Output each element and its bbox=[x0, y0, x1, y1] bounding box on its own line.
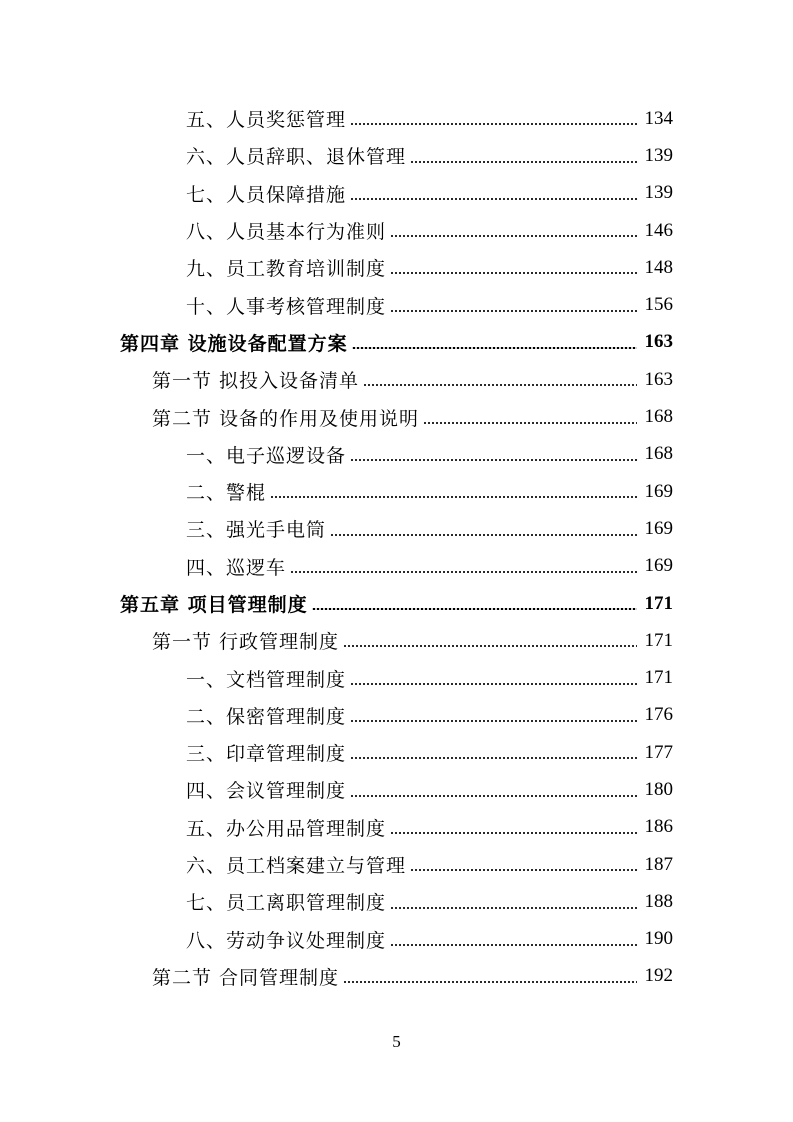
toc-subsection-entry bbox=[0, 734, 793, 771]
toc-subsection-entry bbox=[0, 137, 793, 174]
toc-entry-page-number: 168 bbox=[644, 406, 673, 428]
toc-entry-page-number: 171 bbox=[644, 667, 673, 689]
toc-dot-leader bbox=[350, 683, 637, 685]
toc-subsection-entry bbox=[0, 809, 793, 846]
toc-subsection-entry bbox=[0, 697, 793, 734]
toc-entry-page-number: 134 bbox=[644, 107, 673, 129]
toc-entry-page-number: 187 bbox=[644, 853, 673, 875]
toc-subsection-entry bbox=[0, 659, 793, 696]
toc-entry-title: 四、巡逻车 bbox=[186, 556, 287, 579]
toc-dot-leader bbox=[350, 720, 637, 722]
toc-entry-page-number: 177 bbox=[644, 741, 673, 763]
toc-dot-leader bbox=[350, 123, 637, 125]
toc-entry-page-number: 169 bbox=[644, 517, 673, 539]
toc-entry-page-number: 188 bbox=[644, 890, 673, 912]
page-number: 5 bbox=[392, 1032, 401, 1051]
toc-entry-page-number: 186 bbox=[644, 816, 673, 838]
toc-entry-page-number: 171 bbox=[644, 592, 673, 614]
toc-entry-title: 四、会议管理制度 bbox=[186, 780, 347, 803]
toc-dot-leader bbox=[423, 422, 637, 424]
toc-section-entry bbox=[0, 958, 793, 995]
toc-section-entry bbox=[0, 398, 793, 435]
toc-dot-leader bbox=[343, 645, 637, 647]
toc-subsection-entry bbox=[0, 175, 793, 212]
toc-entry-title: 第五章 项目管理制度 bbox=[120, 594, 308, 616]
toc-subsection-entry bbox=[0, 473, 793, 510]
toc-dot-leader bbox=[352, 347, 637, 349]
toc-section-entry bbox=[0, 622, 793, 659]
toc-subsection-entry bbox=[0, 286, 793, 323]
toc-dot-leader bbox=[343, 981, 637, 983]
toc-entry-title: 六、人员辞职、退休管理 bbox=[186, 146, 407, 169]
toc-entry-title: 八、劳动争议处理制度 bbox=[186, 929, 387, 952]
toc-subsection-entry bbox=[0, 548, 793, 585]
toc-entry-title: 三、强光手电筒 bbox=[186, 519, 327, 542]
toc-entry-page-number: 163 bbox=[644, 368, 673, 390]
toc-entry-page-number: 176 bbox=[644, 704, 673, 726]
toc-dot-leader bbox=[330, 534, 637, 536]
toc-dot-leader bbox=[410, 161, 637, 163]
toc-entry-page-number: 190 bbox=[644, 928, 673, 950]
toc-dot-leader bbox=[363, 384, 637, 386]
toc-chapter-entry bbox=[0, 324, 793, 361]
toc-subsection-entry bbox=[0, 846, 793, 883]
toc-section-entry bbox=[0, 361, 793, 398]
toc-entry-title: 八、人员基本行为准则 bbox=[186, 221, 387, 244]
toc-entry-page-number: 171 bbox=[644, 629, 673, 651]
toc-dot-leader bbox=[350, 198, 637, 200]
toc-subsection-entry bbox=[0, 212, 793, 249]
toc-entry-title: 第一节 行政管理制度 bbox=[152, 631, 340, 654]
toc-entry-title: 二、保密管理制度 bbox=[186, 705, 347, 728]
toc-dot-leader bbox=[390, 272, 637, 274]
toc-entry-title: 一、电子巡逻设备 bbox=[186, 444, 347, 467]
toc-subsection-entry bbox=[0, 249, 793, 286]
toc-subsection-entry bbox=[0, 100, 793, 137]
toc-entry-title: 三、印章管理制度 bbox=[186, 743, 347, 766]
toc-entry-title: 十、人事考核管理制度 bbox=[186, 295, 387, 318]
toc-entry-title: 第四章 设施设备配置方案 bbox=[120, 332, 348, 355]
toc-entry-page-number: 146 bbox=[644, 219, 673, 241]
toc-entry-title: 第二节 设备的作用及使用说明 bbox=[152, 407, 420, 430]
toc-entry-page-number: 192 bbox=[644, 965, 673, 987]
toc-subsection-entry bbox=[0, 921, 793, 958]
toc-dot-leader bbox=[390, 907, 637, 909]
toc-entry-title: 一、文档管理制度 bbox=[186, 668, 347, 691]
toc-dot-leader bbox=[350, 757, 637, 759]
toc-dot-leader bbox=[390, 944, 637, 946]
toc-entry-title: 二、警棍 bbox=[186, 482, 267, 505]
toc-entry-page-number: 180 bbox=[644, 778, 673, 800]
toc-subsection-entry bbox=[0, 510, 793, 547]
toc-entry-page-number: 156 bbox=[644, 294, 673, 316]
toc-entry-title: 五、人员奖惩管理 bbox=[186, 109, 347, 132]
toc-dot-leader bbox=[390, 310, 637, 312]
toc-entry-title: 六、员工档案建立与管理 bbox=[186, 855, 407, 878]
toc-entry-title: 五、办公用品管理制度 bbox=[186, 817, 387, 840]
toc-dot-leader bbox=[312, 608, 637, 610]
table-of-contents bbox=[0, 100, 793, 995]
toc-entry-title: 第二节 合同管理制度 bbox=[152, 966, 340, 989]
toc-entry-page-number: 169 bbox=[644, 555, 673, 577]
toc-entry-page-number: 148 bbox=[644, 256, 673, 278]
toc-entry-title: 七、人员保障措施 bbox=[186, 183, 347, 206]
toc-dot-leader bbox=[390, 832, 637, 834]
toc-dot-leader bbox=[270, 496, 637, 498]
toc-dot-leader bbox=[290, 571, 637, 573]
toc-entry-page-number: 168 bbox=[644, 443, 673, 465]
toc-entry-page-number: 163 bbox=[644, 331, 673, 353]
toc-subsection-entry bbox=[0, 883, 793, 920]
toc-dot-leader bbox=[350, 459, 637, 461]
toc-entry-page-number: 169 bbox=[644, 480, 673, 502]
toc-entry-title: 第一节 拟投入设备清单 bbox=[152, 370, 360, 393]
toc-subsection-entry bbox=[0, 436, 793, 473]
toc-dot-leader bbox=[410, 869, 637, 871]
toc-entry-title: 七、员工离职管理制度 bbox=[186, 892, 387, 915]
toc-subsection-entry bbox=[0, 771, 793, 808]
toc-chapter-entry bbox=[0, 585, 793, 622]
toc-entry-page-number: 139 bbox=[644, 182, 673, 204]
toc-entry-title: 九、员工教育培训制度 bbox=[186, 258, 387, 281]
toc-dot-leader bbox=[350, 795, 637, 797]
toc-entry-page-number: 139 bbox=[644, 144, 673, 166]
toc-dot-leader bbox=[390, 235, 637, 237]
